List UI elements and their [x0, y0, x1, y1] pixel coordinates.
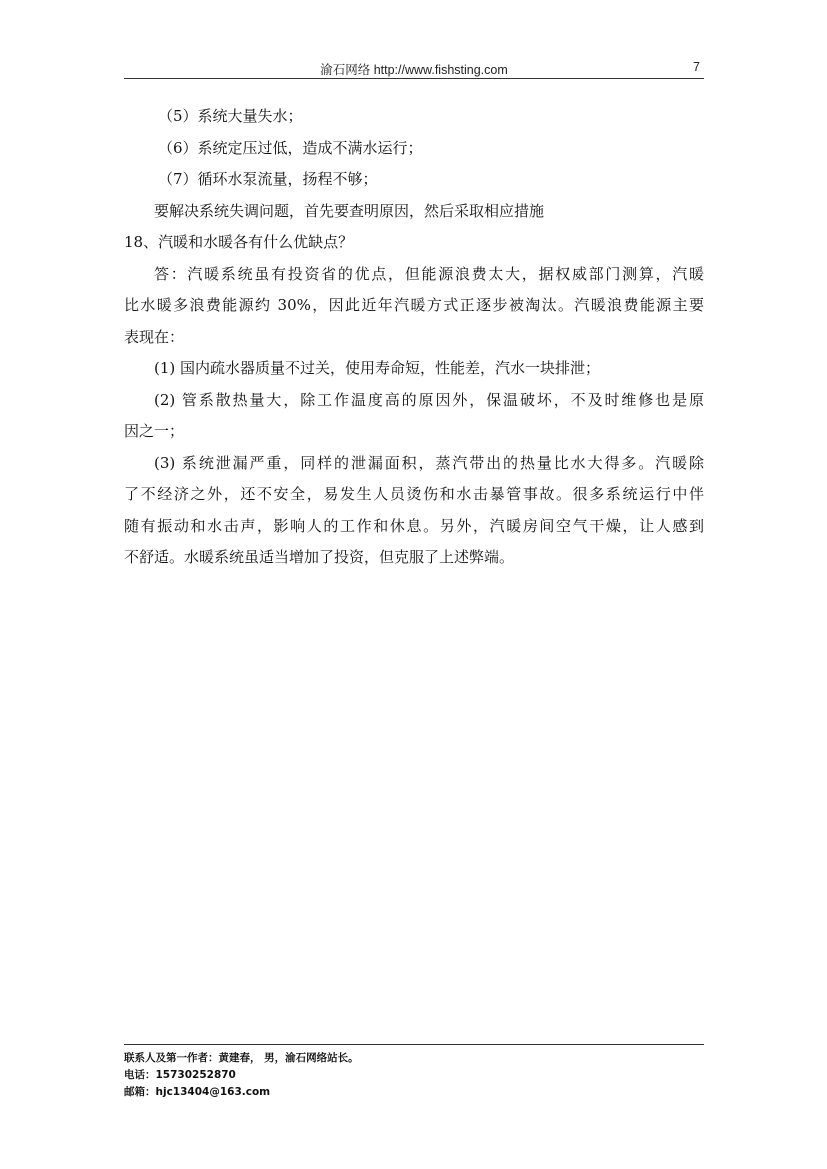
list-item-6: （6）系统定压过低，造成不满水运行； — [158, 138, 423, 157]
answer-line: 比水暖多浪费能源约 30%，因此近年汽暖方式正逐步被淘汰。汽暖浪费能源主要 — [124, 296, 704, 314]
point-3-line: 不舒适。水暖系统虽适当增加了投资，但克服了上述弊端。 — [124, 548, 515, 566]
point-3-line: (3) 系统泄漏严重，同样的泄漏面积，蒸汽带出的热量比水大得多。汽暖除 — [154, 453, 704, 472]
point-3-line: 了不经济之外，还不安全，易发生人员烫伤和水击暴管事故。很多系统运行中伴 — [124, 485, 704, 503]
list-item-7: （7）循环水泵流量，扬程不够； — [158, 170, 378, 188]
page-footer — [124, 1044, 704, 1101]
point-1: (1) 国内疏水器质量不过关，使用寿命短，性能差，汽水一块排泄； — [154, 359, 601, 377]
footer-phone: 电话：15730252870 — [124, 1069, 236, 1081]
page-number: 7 — [693, 60, 700, 74]
document-body — [124, 101, 704, 574]
question-18-heading: 18、汽暖和水暖各有什么优缺点？ — [124, 233, 354, 251]
page-header — [124, 58, 704, 79]
conclusion-paragraph: 要解决系统失调问题，首先要查明原因，然后采取相应措施 — [154, 201, 545, 220]
list-item-5: （5）系统大量失水； — [158, 107, 303, 125]
point-3-line: 随有振动和水击声，影响人的工作和休息。另外，汽暖房间空气干燥，让人感到 — [124, 516, 704, 535]
answer-line: 答：汽暖系统虽有投资省的优点，但能源浪费太大，据权威部门测算，汽暖 — [154, 264, 704, 283]
footer-contact: 联系人及第一作者：黄建春， 男，渝石网络站长。 — [124, 1052, 359, 1064]
point-2-line: 因之一； — [124, 422, 185, 440]
point-2-line: (2) 管系散热量大，除工作温度高的原因外，保温破坏，不及时维修也是原 — [154, 390, 704, 409]
footer-email: 邮箱：hjc13404@163.com — [124, 1086, 271, 1098]
answer-line: 表现在： — [124, 327, 185, 346]
header-site: 渝石网络 http://www.fishsting.com — [320, 63, 508, 77]
